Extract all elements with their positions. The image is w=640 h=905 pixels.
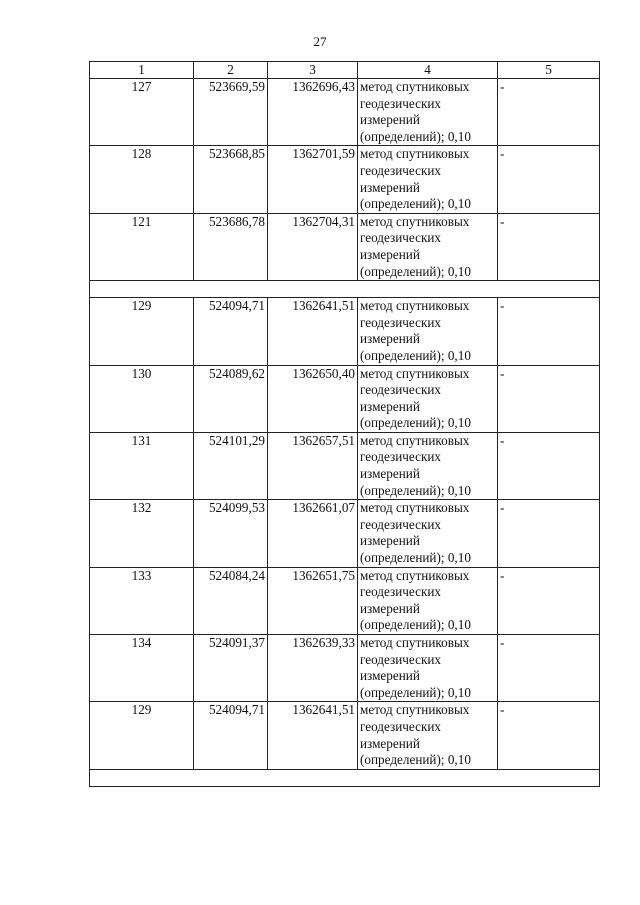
y-coordinate-cell: 1362641,51 [268, 298, 358, 365]
table-row [90, 213, 600, 280]
x-coordinate-cell: 524101,29 [194, 432, 268, 499]
point-number-cell: 131 [90, 432, 194, 499]
method-cell: метод спутниковых геодезических измерений (определений); 0,10 [358, 432, 498, 499]
method-cell: метод спутниковых геодезических измерений (определений); 0,10 [358, 365, 498, 432]
column-header-5: 5 [498, 62, 600, 79]
table-row [90, 146, 600, 213]
contour-separator-row-cell [90, 281, 600, 298]
note-cell: - [498, 365, 600, 432]
table-row [90, 702, 600, 769]
method-cell: метод спутниковых геодезических измерений (определений); 0,10 [358, 702, 498, 769]
x-coordinate-cell: 523668,85 [194, 146, 268, 213]
x-coordinate-cell: 524089,62 [194, 365, 268, 432]
y-coordinate-cell: 1362650,40 [268, 365, 358, 432]
column-header-1: 1 [90, 62, 194, 79]
method-cell: метод спутниковых геодезических измерений (определений); 0,10 [358, 500, 498, 567]
note-cell: - [498, 567, 600, 634]
method-cell: метод спутниковых геодезических измерений (определений); 0,10 [358, 567, 498, 634]
table-row [90, 79, 600, 146]
table-end-row [90, 769, 600, 786]
header-row [90, 62, 600, 79]
method-cell: метод спутниковых геодезических измерений (определений); 0,10 [358, 79, 498, 146]
note-cell: - [498, 79, 600, 146]
point-number-cell: 132 [90, 500, 194, 567]
note-cell: - [498, 298, 600, 365]
note-cell: - [498, 432, 600, 499]
note-cell: - [498, 146, 600, 213]
x-coordinate-cell: 524094,71 [194, 702, 268, 769]
y-coordinate-cell: 1362651,75 [268, 567, 358, 634]
point-number-cell: 128 [90, 146, 194, 213]
y-coordinate-cell: 1362639,33 [268, 635, 358, 702]
method-cell: метод спутниковых геодезических измерений (определений); 0,10 [358, 298, 498, 365]
y-coordinate-cell: 1362704,31 [268, 213, 358, 280]
x-coordinate-cell: 524099,53 [194, 500, 268, 567]
y-coordinate-cell: 1362701,59 [268, 146, 358, 213]
table-end-row-cell [90, 769, 600, 786]
y-coordinate-cell: 1362657,51 [268, 432, 358, 499]
point-number-cell: 127 [90, 79, 194, 146]
table-row [90, 500, 600, 567]
method-cell: метод спутниковых геодезических измерений (определений); 0,10 [358, 213, 498, 280]
scan-artifact [494, 893, 574, 897]
point-number-cell: 134 [90, 635, 194, 702]
x-coordinate-cell: 524094,71 [194, 298, 268, 365]
point-number-cell: 133 [90, 567, 194, 634]
table-row [90, 432, 600, 499]
coordinates-table [89, 61, 600, 787]
note-cell: - [498, 635, 600, 702]
column-header-4: 4 [358, 62, 498, 79]
method-cell: метод спутниковых геодезических измерений (определений); 0,10 [358, 635, 498, 702]
x-coordinate-cell: 524091,37 [194, 635, 268, 702]
y-coordinate-cell: 1362641,51 [268, 702, 358, 769]
method-cell: метод спутниковых геодезических измерений (определений); 0,10 [358, 146, 498, 213]
x-coordinate-cell: 524084,24 [194, 567, 268, 634]
table-row [90, 298, 600, 365]
y-coordinate-cell: 1362696,43 [268, 79, 358, 146]
x-coordinate-cell: 523686,78 [194, 213, 268, 280]
note-cell: - [498, 213, 600, 280]
page-number: 27 [313, 34, 327, 49]
contour-separator-row [90, 281, 600, 298]
point-number-cell: 129 [90, 702, 194, 769]
point-number-cell: 130 [90, 365, 194, 432]
table-row [90, 365, 600, 432]
y-coordinate-cell: 1362661,07 [268, 500, 358, 567]
table-row [90, 567, 600, 634]
column-header-3: 3 [268, 62, 358, 79]
x-coordinate-cell: 523669,59 [194, 79, 268, 146]
note-cell: - [498, 500, 600, 567]
table-row [90, 635, 600, 702]
note-cell: - [498, 702, 600, 769]
point-number-cell: 129 [90, 298, 194, 365]
column-header-2: 2 [194, 62, 268, 79]
point-number-cell: 121 [90, 213, 194, 280]
